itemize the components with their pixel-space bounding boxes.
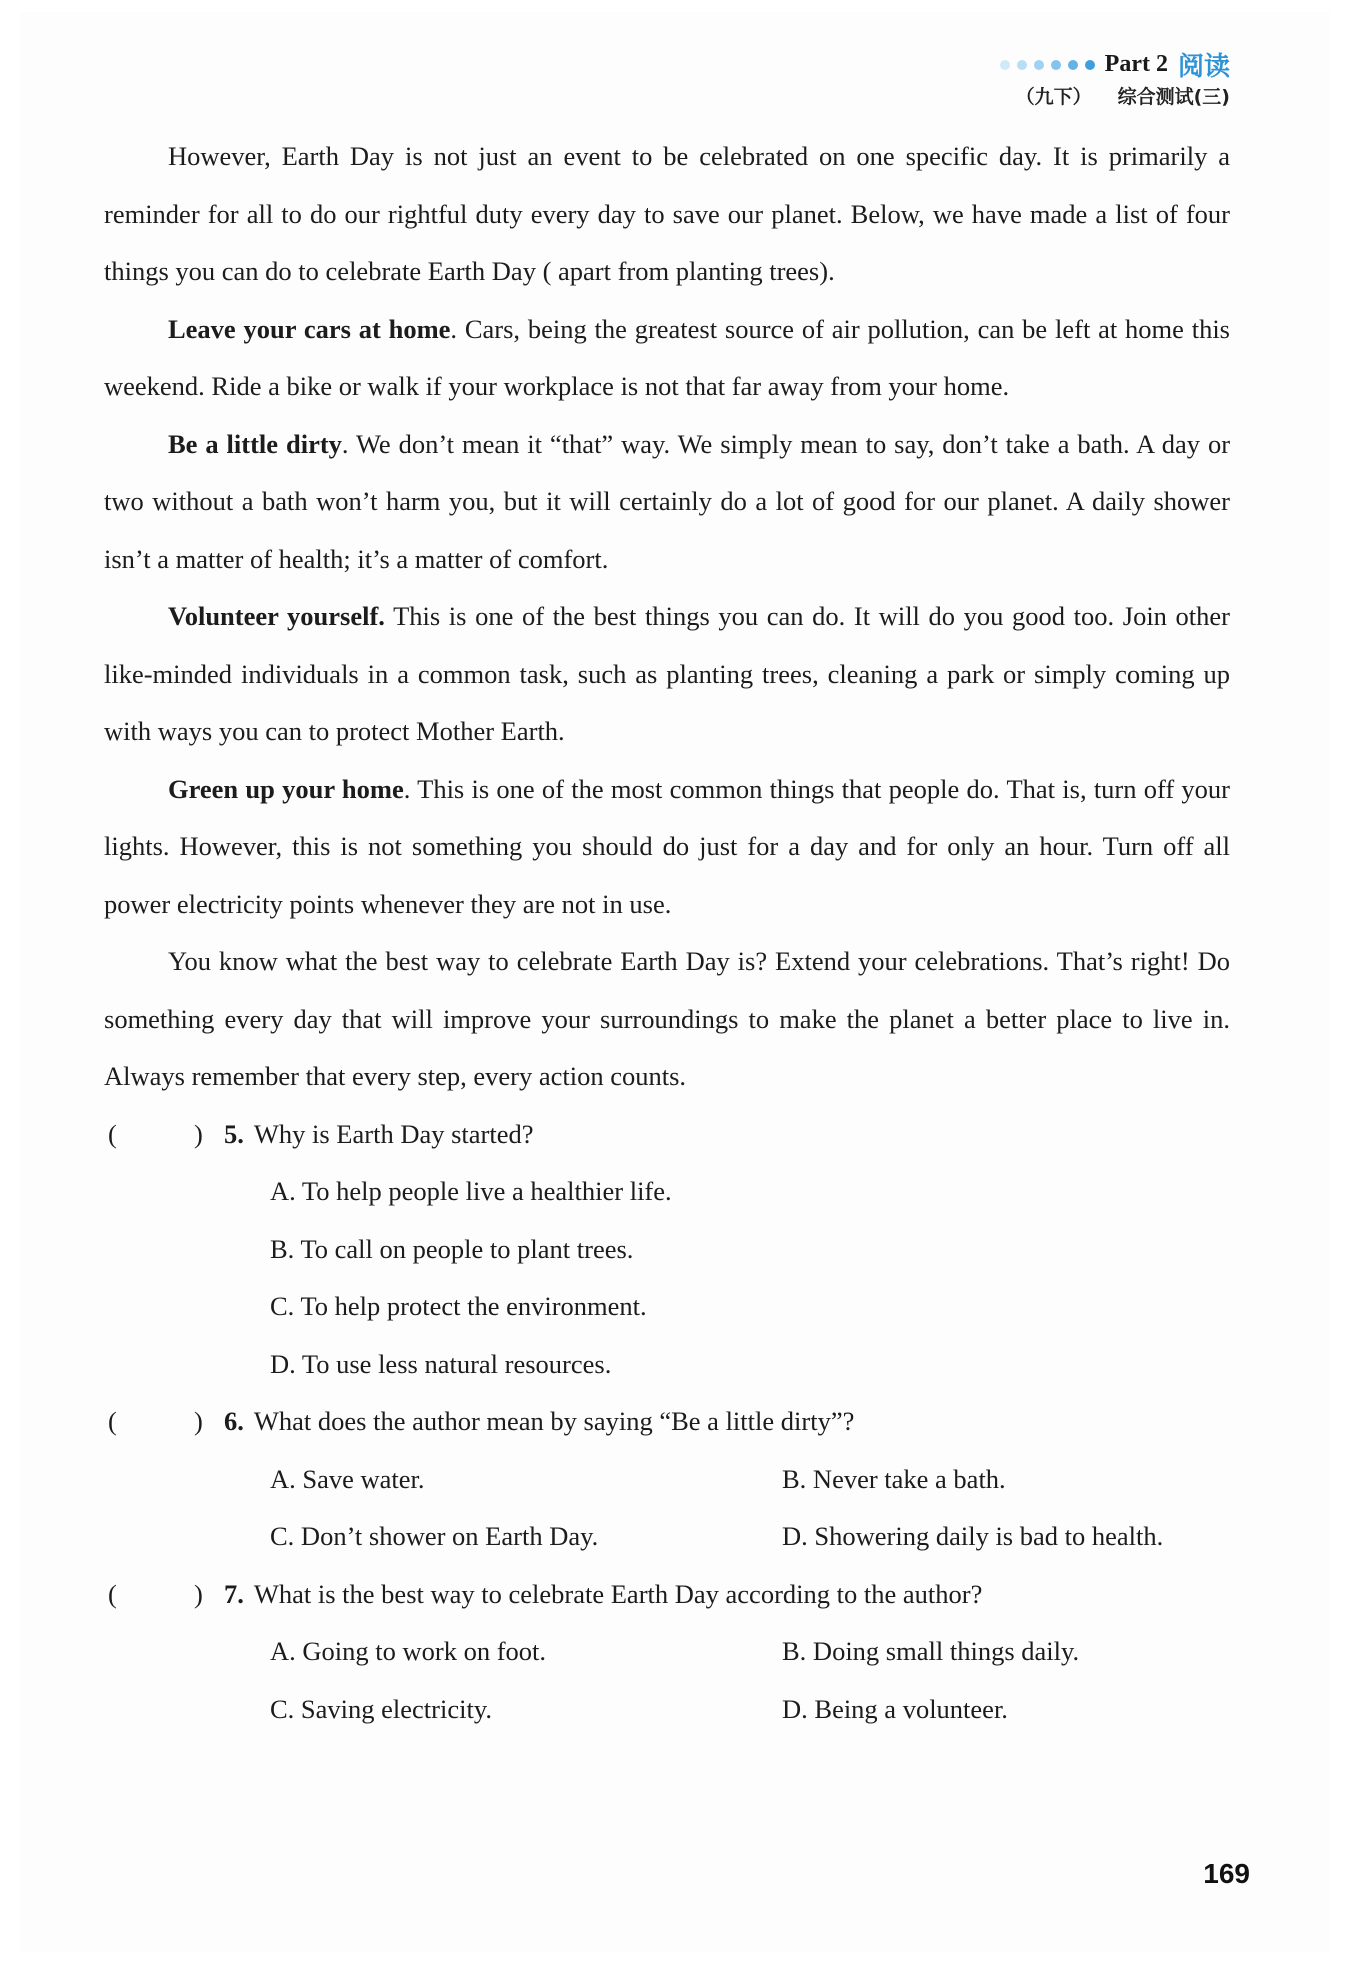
paren-close: ) bbox=[194, 1118, 203, 1149]
dot-icon bbox=[1017, 60, 1027, 70]
reading-content bbox=[104, 128, 1230, 1738]
paren-close: ) bbox=[194, 1578, 203, 1609]
paragraph-text: . This is one of the most common things that people do. That is, turn off your lights. However, this is not something you should do just for a day and for only an hour. Turn off all power electricity points whenever they are not in use. bbox=[104, 773, 1230, 919]
option-b: B. Never take a bath. bbox=[782, 1463, 1006, 1494]
paren-open: ( bbox=[108, 1118, 117, 1149]
dot-icon bbox=[1000, 60, 1010, 70]
option-d: D. Showering daily is bad to health. bbox=[782, 1521, 1164, 1551]
answer-blank[interactable] bbox=[104, 1393, 224, 1451]
paragraph-lead: Be a little dirty bbox=[168, 428, 342, 459]
page-number: 169 bbox=[1203, 1858, 1250, 1889]
paragraph bbox=[104, 128, 1230, 301]
paren-open: ( bbox=[108, 1406, 117, 1436]
question-number: 6. bbox=[224, 1406, 244, 1436]
paren-close: ) bbox=[194, 1406, 203, 1436]
question-text: What is the best way to celebrate Earth Day according to the author? bbox=[253, 1578, 983, 1609]
paragraph bbox=[104, 761, 1230, 934]
option-d: D. To use less natural resources. bbox=[270, 1348, 612, 1379]
question-text: Why is Earth Day started? bbox=[253, 1118, 534, 1149]
paragraph-text: . We don’t mean it “that” way. We simply mean to say, don’t take a bath. A day or two without a bath won’t harm you, but it will certainly do a lot of good for our planet. A daily shower isn’t a matter of health; it’s a matter of comfort. bbox=[104, 428, 1231, 574]
option-a: A. Going to work on foot. bbox=[270, 1636, 547, 1666]
paragraph-lead: Green up your home bbox=[168, 773, 404, 804]
paragraph-text: This is one of the best things you can do. It will do you good too. Join other like-minded individuals in a common task, such as planting trees, cleaning a park or simply coming up with ways you can to protect Mother Earth. bbox=[104, 601, 1231, 746]
answer-blank[interactable] bbox=[104, 1106, 224, 1164]
option-d: D. Being a volunteer. bbox=[782, 1693, 1008, 1724]
answer-blank[interactable] bbox=[104, 1566, 224, 1624]
option-b: B. To call on people to plant trees. bbox=[270, 1233, 634, 1264]
paragraph bbox=[104, 588, 1230, 761]
option-c: C. Saving electricity. bbox=[270, 1693, 493, 1724]
paragraph bbox=[104, 933, 1230, 1106]
header-subtitle bbox=[1016, 82, 1230, 109]
dot-icon bbox=[1085, 60, 1095, 70]
paren-open: ( bbox=[108, 1578, 117, 1609]
part-label: Part 2 bbox=[1104, 51, 1168, 77]
paragraph-lead: Leave your cars at home bbox=[168, 313, 451, 344]
paragraph-lead: Volunteer yourself. bbox=[168, 601, 385, 631]
test-label: 综合测试(三) bbox=[1117, 86, 1230, 108]
paragraph-text: . Cars, being the greatest source of air pollution, can be left at home this weekend. Ride a bike or walk if your workplace is not that far away from your home. bbox=[104, 313, 1230, 401]
decorative-dots-icon bbox=[1000, 60, 1095, 70]
paragraph bbox=[104, 416, 1230, 589]
option-c: C. Don’t shower on Earth Day. bbox=[270, 1521, 599, 1551]
section-label: 阅读 bbox=[1177, 52, 1230, 82]
question-7 bbox=[104, 1566, 1230, 1739]
question-number: 5. bbox=[224, 1118, 244, 1149]
dot-icon bbox=[1034, 60, 1044, 70]
dot-icon bbox=[1068, 60, 1078, 70]
paragraph-text: You know what the best way to celebrate Earth Day is? Extend your celebrations. That’s right! Do something every day that will improve your surroundings to make the planet a better place to live in. Always remember that every step, every action counts. bbox=[104, 946, 1230, 1091]
option-a: A. Save water. bbox=[270, 1463, 425, 1494]
option-c: C. To help protect the environment. bbox=[270, 1291, 647, 1321]
option-b: B. Doing small things daily. bbox=[782, 1636, 1080, 1666]
question-number: 7. bbox=[224, 1578, 244, 1609]
option-a: A. To help people live a healthier life. bbox=[270, 1176, 672, 1206]
question-6 bbox=[104, 1393, 1230, 1566]
question-5 bbox=[104, 1106, 1230, 1394]
paragraph-text: However, Earth Day is not just an event to be celebrated on one specific day. It is primarily a reminder for all to do our rightful duty every day to save our planet. Below, we have made a list of four things you can do to celebrate Earth Day ( apart from planting trees). bbox=[104, 141, 1230, 286]
running-header bbox=[1000, 46, 1230, 83]
dot-icon bbox=[1051, 60, 1061, 70]
question-text: What does the author mean by saying “Be a little dirty”? bbox=[253, 1406, 855, 1436]
paragraph bbox=[104, 301, 1230, 416]
grade-label: （九下） bbox=[1015, 86, 1092, 108]
